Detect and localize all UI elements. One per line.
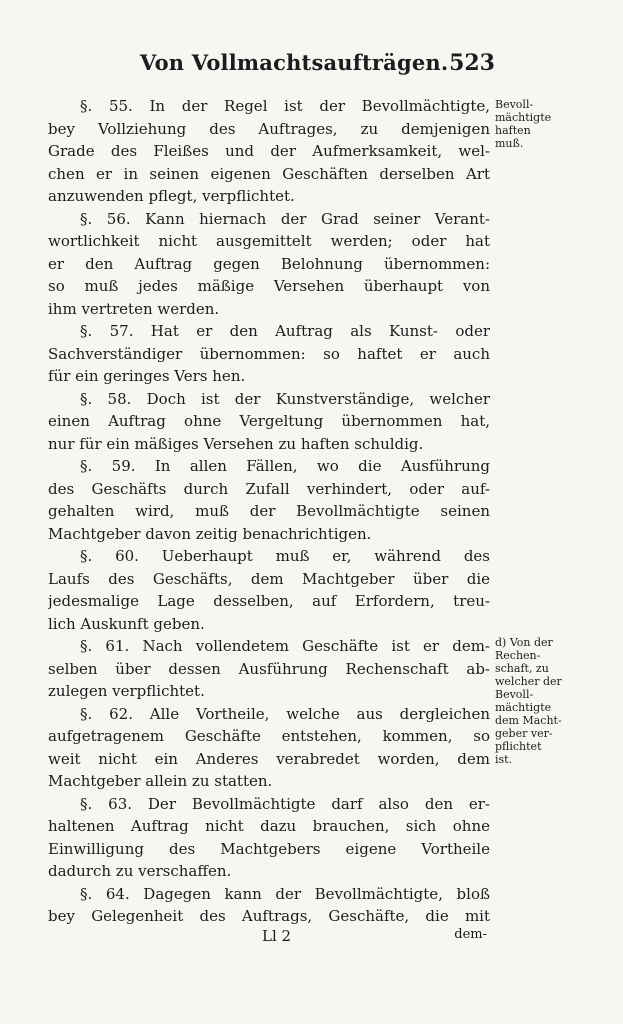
text-line: zulegen verpflichtet. [48, 682, 205, 700]
paragraph-59 [48, 455, 490, 545]
margin-note-line: Bevoll- [495, 98, 534, 111]
margin-note-line: mächtigte [495, 111, 552, 124]
paragraph-63 [48, 793, 490, 883]
text-line: Einwilligung des Machtgebers eigene Vortheile [48, 839, 490, 858]
paragraph-61 [48, 635, 490, 703]
paragraph-55 [48, 95, 490, 208]
running-title: Von Vollmachtsaufträgen. [140, 50, 449, 75]
text-line: §. 64. Dagegen kann der Bevollmächtigte, bloß [80, 884, 490, 903]
text-line: §. 59. In allen Fällen, wo die Ausführung [80, 457, 490, 475]
text-line: §. 60. Ueberhaupt muß er, während des [80, 547, 490, 565]
text-line: so muß jedes mäßige Versehen überhaupt von [48, 277, 490, 295]
text-line: einen Auftrag ohne Vergeltung übernommen hat, [48, 412, 490, 430]
text-line: nur für ein mäßiges Versehen zu haften schuldig. [48, 434, 424, 453]
text-line: haltenen Auftrag nicht dazu brauchen, sich ohne [48, 817, 490, 835]
margin-note-line: schaft, zu [495, 662, 549, 675]
text-line: chen er in seinen eigenen Geschäften derselben Art [48, 164, 490, 183]
text-line: bey Gelegenheit des Auftrags, Geschäfte, die mit [48, 907, 490, 925]
text-line: §. 62. Alle Vortheile, welche aus dergleichen [80, 704, 490, 723]
text-line: §. 58. Doch ist der Kunstverständige, welcher [80, 389, 490, 408]
text-line: §. 57. Hat er den Auftrag als Kunst- oder [80, 322, 490, 340]
running-head [140, 50, 495, 82]
text-line: jedesmalige Lage desselben, auf Erfordern, treu- [48, 592, 490, 610]
text-line: §. 63. Der Bevollmächtigte darf also den er- [80, 794, 490, 813]
text-line: §. 61. Nach vollendetem Geschäfte ist er dem- [80, 637, 490, 655]
text-line: für ein geringes Vers hen. [48, 367, 246, 385]
margin-note-line: mächtigte [495, 701, 552, 714]
text-line: er den Auftrag gegen Belohnung übernommen: [48, 254, 490, 273]
text-line: des Geschäfts durch Zufall verhindert, oder auf- [48, 479, 490, 498]
text-line: wortlichkeit nicht ausgemittelt werden; oder hat [48, 232, 490, 250]
body-text [48, 95, 490, 928]
text-line: Laufs des Geschäfts, dem Machtgeber über die [48, 569, 490, 588]
page-number: 523 [449, 50, 495, 76]
margin-note-line: Bevoll- [495, 688, 534, 701]
paragraph-57 [48, 320, 490, 388]
text-line: Machtgeber allein zu statten. [48, 772, 273, 790]
paragraph-56 [48, 208, 490, 321]
margin-note-line: pflichtet [495, 740, 542, 753]
margin-note-line: geber ver- [495, 727, 553, 740]
text-line: weit nicht ein Anderes verabredet worden, dem [48, 749, 490, 768]
text-line: ihm vertreten werden. [48, 299, 220, 318]
signature-mark: Ll 2 [262, 927, 292, 945]
margin-note-line: Rechen- [495, 649, 541, 662]
paragraph-58 [48, 388, 490, 456]
text-line: Machtgeber davon zeitig benachrichtigen. [48, 524, 372, 543]
text-line: dadurch zu verschaffen. [48, 862, 232, 880]
catchword: dem- [454, 927, 487, 942]
text-line: bey Vollziehung des Auftrages, zu demjenigen [48, 119, 490, 138]
margin-note-line: d) Von der [495, 636, 553, 649]
margin-note-line: dem Macht- [495, 714, 562, 727]
paragraph-64 [48, 883, 490, 928]
text-line: §. 55. In der Regel ist der Bevollmächtigte, [80, 97, 490, 115]
text-line: Sachverständiger übernommen: so haftet er auch [48, 344, 490, 363]
margin-note-line: ist. [495, 753, 513, 766]
text-line: aufgetragenem Geschäfte entstehen, kommen, so [48, 727, 490, 745]
text-line: lich Auskunft geben. [48, 614, 205, 633]
margin-note [495, 636, 570, 766]
margin-note [495, 98, 570, 150]
text-line: §. 56. Kann hiernach der Grad seiner Verant- [80, 209, 490, 228]
paragraph-60 [48, 545, 490, 635]
text-line: Grade des Fleißes und der Aufmerksamkeit, wel- [48, 142, 490, 160]
paragraph-62 [48, 703, 490, 793]
text-line: anzuwenden pflegt, verpflichtet. [48, 187, 295, 205]
margin-note-line: haften [495, 124, 531, 137]
text-line: selben über dessen Ausführung Rechenschaft ab- [48, 659, 490, 678]
text-line: gehalten wird, muß der Bevollmächtigte seinen [48, 502, 490, 520]
margin-note-line: muß. [495, 137, 524, 150]
margin-note-line: welcher der [495, 675, 562, 688]
